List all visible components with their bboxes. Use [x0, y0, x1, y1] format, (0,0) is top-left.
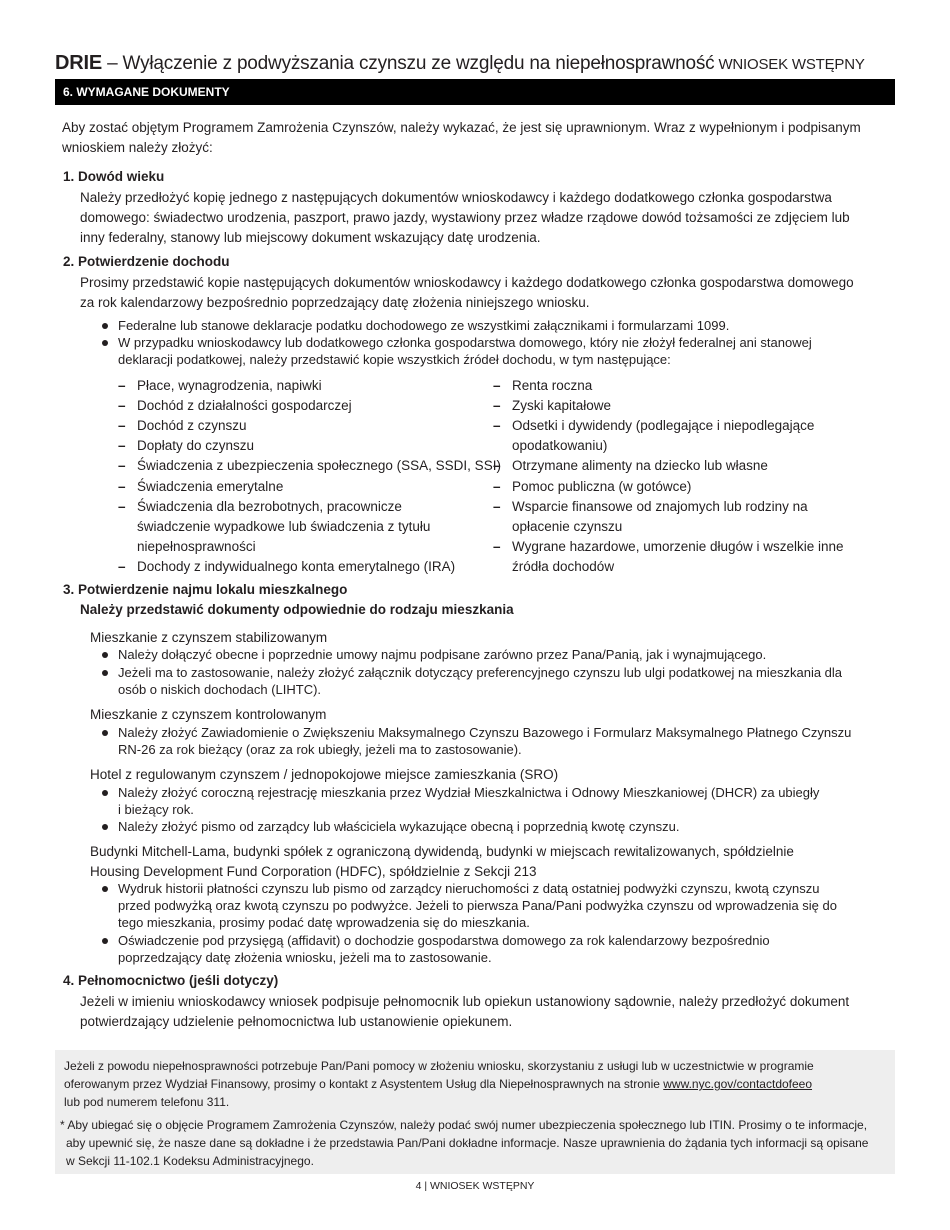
section-4-line: potwierdzający udzielenie pełnomocnictwa lub ustanowienie opiekunem.: [80, 1014, 513, 1029]
income-source-text: Renta roczna: [512, 378, 593, 393]
bullet-item: Federalne lub stanowe deklaracje podatku dochodowego ze wszystkimi załącznikami i formularzami 1099.: [118, 318, 730, 333]
bullet-item: [118, 334, 812, 368]
income-source-text: Odsetki i dywidendy (podlegające i niepodlegające: [512, 418, 815, 433]
contact-link[interactable]: www.nyc.gov/contactdofeeo: [663, 1077, 813, 1091]
bullet-item: [118, 932, 770, 966]
income-source-text: źródła dochodów: [512, 559, 615, 574]
income-source-text: świadczenie wypadkowe lub świadczenia z tytułu: [137, 519, 431, 534]
income-source-text: Dochody z indywidualnego konta emerytalnego (IRA): [137, 559, 456, 574]
section-2-line: za rok kalendarzowy bezpośrednio poprzedzający datę złożenia niniejszego wniosku.: [80, 295, 590, 310]
bullet-text: Wydruk historii płatności czynszu lub pismo od zarządcy nieruchomości z datą ostatniej podwyżki czynszu, kwotą czynszu: [118, 881, 820, 896]
income-source-text: Płace, wynagrodzenia, napiwki: [137, 378, 322, 393]
bullet-text: RN-26 za rok bieżący (oraz za rok ubiegły, jeżeli ma to zastosowanie).: [118, 742, 522, 757]
income-source-text: Dochód z czynszu: [137, 418, 247, 433]
income-source-item: [137, 497, 430, 557]
income-source-text: niepełnosprawności: [137, 539, 256, 554]
income-source-item: [137, 456, 501, 476]
section-4-heading: 4. Pełnomocnictwo (jeśli dotyczy): [63, 973, 279, 988]
housing-type-title: Mieszkanie z czynszem stabilizowanym: [90, 630, 328, 645]
note-line: Jeżeli z powodu niepełnosprawności potrzebuje Pan/Pani pomocy w złożeniu wniosku, skorzystaniu z usługi lub w uczestnictwie w programie: [64, 1059, 814, 1073]
section-1-line: Należy przedłożyć kopię jednego z następujących dokumentów wnioskodawcy i każdego dodatkowego członka gospodarstwa: [80, 190, 832, 205]
page-footer: 4 | WNIOSEK WSTĘPNY: [415, 1180, 535, 1192]
intro-line: wnioskiem należy złożyć:: [62, 140, 213, 155]
title-subtitle: WNIOSEK WSTĘPNY: [714, 56, 865, 73]
bullet-item: Należy dołączyć obecne i poprzednie umowy najmu podpisane zarówno przez Pana/Panią, jak i wynajmującego.: [118, 647, 767, 662]
section-bar: [55, 79, 895, 105]
section-bar-label: 6. WYMAGANE DOKUMENTY: [63, 85, 230, 99]
income-source-item: [137, 477, 283, 497]
bullet-text: przed podwyżką oraz kwotą czynszu po podwyżce. Jeżeli to pierwsza Pana/Pani podwyżka czynszu od wprowadzenia się do: [118, 898, 837, 913]
income-source-item: [512, 477, 691, 497]
footnote-line: aby upewnić się, że nasze dane są dokładne i że przedstawia Pan/Pani dokładne informacje. Nasze uprawnienia do żądania tych informacji są opisane: [66, 1136, 869, 1150]
income-source-item: [137, 557, 455, 577]
intro-line: Aby zostać objętym Programem Zamrożenia Czynszów, należy wykazać, że jest się uprawnionym. Wraz z wypełnionym i podpisanym: [62, 120, 861, 135]
income-source-text: Wsparcie finansowe od znajomych lub rodziny na: [512, 499, 808, 514]
section-1-line: domowego: świadectwo urodzenia, paszport, prawo jazdy, wystawiony przez władze rządowe dowód tożsamości ze zdjęciem lub: [80, 210, 850, 225]
housing-type-title: Hotel z regulowanym czynszem / jednopokojowe miejsce zamieszkania (SRO): [90, 767, 559, 782]
income-source-text: Dopłaty do czynszu: [137, 438, 255, 453]
housing-type-title-text: Housing Development Fund Corporation (HDFC), spółdzielnie z Sekcji 213: [90, 864, 537, 879]
section-1-heading: 1. Dowód wieku: [63, 169, 165, 184]
housing-type-title: [90, 842, 794, 882]
section-3-subheading: Należy przedstawić dokumenty odpowiednie do rodzaju mieszkania: [80, 602, 514, 617]
bullet-text: Należy złożyć Zawiadomienie o Zwiększeniu Maksymalnego Czynszu Bazowego i Formularz Maksymalnego Płatnego Czynszu: [118, 725, 852, 740]
income-source-text: Świadczenia dla bezrobotnych, pracownicze: [137, 499, 402, 514]
income-source-item: [512, 376, 592, 396]
income-source-item: [512, 416, 814, 456]
housing-type-title-text: Budynki Mitchell-Lama, budynki spółek z ograniczoną dywidendą, budynki w miejscach rewitalizowanych, spółdzielnie: [90, 844, 794, 859]
bullet-item: [118, 664, 842, 698]
bullet-item: [118, 784, 819, 818]
note-line: lub pod numerem telefonu 311.: [64, 1095, 230, 1109]
income-source-item: [137, 396, 352, 416]
footnote-line: w Sekcji 11-102.1 Kodeksu Administracyjnego.: [66, 1154, 314, 1168]
income-source-text: Zyski kapitałowe: [512, 398, 612, 413]
section-2-line: Prosimy przedstawić kopie następujących dokumentów wnioskodawcy i każdego dodatkowego członka gospodarstwa domowego: [80, 275, 854, 290]
housing-type-title: Mieszkanie z czynszem kontrolowanym: [90, 707, 327, 722]
income-source-text: Świadczenia emerytalne: [137, 479, 284, 494]
section-1-line: inny federalny, stanowy lub miejscowy dokument wskazujący datę urodzenia.: [80, 230, 541, 245]
note-text: oferowanym przez Wydział Finansowy, prosimy o kontakt z Asystentem Usług dla Niepełnosprawnych na stronie: [64, 1077, 664, 1091]
income-source-item: [512, 537, 844, 577]
income-source-item: [512, 456, 768, 476]
income-source-text: opłacenie czynszu: [512, 519, 623, 534]
bullet-text: poprzedzający datę złożenia wniosku, jeżeli ma to zastosowanie.: [118, 950, 492, 965]
bullet-text: i bieżący rok.: [118, 802, 194, 817]
bullet-text: Jeżeli ma to zastosowanie, należy złożyć załącznik dotyczący preferencyjnego czynszu lub ulgi podatkowej na mieszkania dla: [118, 665, 843, 680]
income-source-item: [512, 497, 808, 537]
section-3-heading: 3. Potwierdzenie najmu lokalu mieszkalnego: [63, 582, 348, 597]
income-source-text: Wygrane hazardowe, umorzenie długów i wszelkie inne: [512, 539, 844, 554]
bullet-text: tego mieszkania, prosimy podać datę wprowadzenia się do mieszkania.: [118, 915, 530, 930]
bullet-text: Należy złożyć coroczną rejestrację mieszkania przez Wydział Mieszkalnictwa i Odnowy Mieszkaniowej (DHCR) za ubiegły: [118, 785, 820, 800]
section-2-heading: 2. Potwierdzenie dochodu: [63, 254, 230, 269]
income-source-text: Otrzymane alimenty na dziecko lub własne: [512, 458, 768, 473]
bullet-text: osób o niskich dochodach (LIHTC).: [118, 682, 322, 697]
bullet-item: Należy złożyć pismo od zarządcy lub właściciela wykazujące obecną i poprzednią kwotę czynszu.: [118, 819, 680, 834]
bullet-text: Oświadczenie pod przysięgą (affidavit) o dochodzie gospodarstwa domowego za rok kalendarzowy bezpośrednio: [118, 933, 770, 948]
income-source-text: opodatkowaniu): [512, 438, 608, 453]
bullet-item: [118, 880, 837, 931]
note-line: [64, 1075, 812, 1093]
income-source-text: Świadczenia z ubezpieczenia społecznego (SSA, SSDI, SSI): [137, 458, 501, 473]
page-title: [55, 52, 865, 75]
income-source-item: [137, 436, 254, 456]
income-source-item: [512, 396, 611, 416]
income-source-item: [137, 416, 247, 436]
income-source-item: [137, 376, 322, 396]
footnote-line: * Aby ubiegać się o objęcie Programem Zamrożenia Czynszów, należy podać swój numer ubezpieczenia społecznego lub ITIN. Prosimy o te informacje,: [60, 1118, 868, 1132]
title-text: – Wyłączenie z podwyższania czynszu ze względu na niepełnosprawność: [101, 53, 715, 74]
bullet-text: W przypadku wnioskodawcy lub dodatkowego członka gospodarstwa domowego, który nie złożył federalnej ani stanowej: [118, 335, 812, 350]
title-acronym: DRIE: [55, 52, 102, 74]
income-source-text: Dochód z działalności gospodarczej: [137, 398, 352, 413]
income-source-text: Pomoc publiczna (w gotówce): [512, 479, 692, 494]
bullet-text: deklaracji podatkowej, należy przedstawić kopie wszystkich źródeł dochodu, w tym następujące:: [118, 352, 671, 367]
bullet-item: [118, 724, 851, 758]
section-4-line: Jeżeli w imieniu wnioskodawcy wniosek podpisuje pełnomocnik lub opiekun ustanowiony sądownie, należy przedłożyć dokument: [80, 994, 850, 1009]
